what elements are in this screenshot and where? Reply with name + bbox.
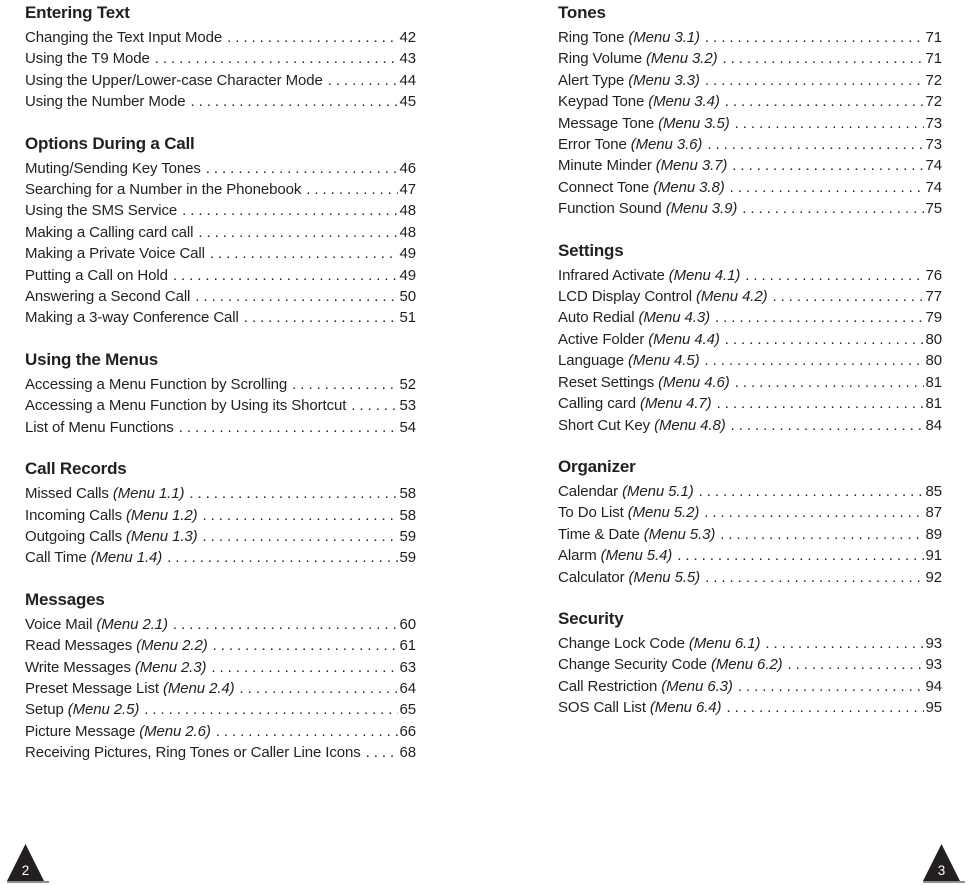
entry-page-number: 73: [925, 114, 942, 132]
toc-entry: [558, 48, 942, 69]
entry-title: Call Time: [25, 549, 87, 567]
dot-leader: [203, 505, 398, 526]
toc-entry: [558, 524, 942, 545]
entry-page-number: 85: [925, 482, 942, 500]
section-heading: Organizer: [558, 456, 636, 476]
dot-leader: [244, 307, 398, 328]
toc-entry: [558, 567, 942, 588]
entry-menu-ref: (Menu 1.1): [112, 485, 185, 503]
entry-menu-ref: (Menu 3.7): [655, 157, 728, 175]
dot-leader: [203, 526, 398, 547]
dot-leader: [227, 27, 397, 48]
entry-menu-ref: (Menu 5.1): [622, 482, 694, 500]
toc-entry: [558, 329, 942, 350]
entry-menu-ref: (Menu 4.3): [638, 309, 710, 327]
entry-page-number: 64: [399, 679, 416, 697]
entry-title: Alert Type: [558, 71, 625, 89]
entry-title: Ring Volume: [558, 50, 642, 68]
toc-entry: [25, 699, 416, 720]
entry-title: Changing the Text Input Mode: [25, 29, 223, 46]
entry-title: Using the SMS Service: [25, 202, 178, 220]
entry-title: Change Security Code: [558, 656, 707, 674]
entry-menu-ref: (Menu 3.2): [645, 50, 718, 68]
entry-menu-ref: (Menu 5.4): [600, 547, 673, 565]
dot-leader: [179, 417, 398, 438]
toc-entry: [558, 633, 942, 654]
dot-leader: [351, 395, 397, 416]
toc-section: [25, 133, 416, 329]
dot-leader: [725, 91, 924, 112]
entry-title: Using the T9 Mode: [25, 50, 150, 68]
toc-entry: [25, 614, 416, 635]
toc-entry: [558, 286, 942, 307]
entry-menu-ref: (Menu 4.2): [695, 288, 768, 306]
dot-leader: [715, 307, 924, 328]
entry-title: Voice Mail: [25, 615, 93, 633]
entry-page-number: 66: [399, 722, 416, 740]
dot-leader: [292, 374, 397, 395]
toc-entry: [558, 307, 942, 328]
entry-menu-ref: (Menu 3.3): [628, 71, 700, 89]
toc-entry: [558, 265, 942, 286]
entry-title: Error Tone: [558, 136, 627, 154]
entry-page-number: 47: [399, 181, 416, 199]
entry-title: Connect Tone: [558, 178, 650, 196]
entry-title: Preset Message List: [25, 679, 159, 697]
toc-entry: [25, 243, 416, 264]
entry-page-number: 71: [925, 29, 942, 46]
entry-page-number: 74: [925, 157, 942, 175]
entry-menu-ref: (Menu 4.7): [640, 395, 712, 413]
dot-leader: [725, 329, 924, 350]
toc-entry: [25, 286, 416, 307]
entry-title: Using the Upper/Lower-case Character Mode: [25, 71, 323, 89]
dot-leader: [730, 177, 924, 198]
section-heading: Security: [558, 608, 624, 628]
entry-menu-ref: (Menu 2.1): [96, 615, 168, 633]
entry-page-number: 65: [399, 701, 416, 719]
entry-menu-ref: (Menu 5.2): [627, 504, 700, 522]
entry-title: Outgoing Calls: [25, 527, 122, 545]
entry-title: Function Sound: [558, 200, 662, 218]
toc-entry: [558, 177, 942, 198]
dot-leader: [773, 286, 924, 307]
page-number-left: 2: [21, 863, 30, 878]
entry-title: Auto Redial: [558, 309, 635, 327]
entry-title: Short Cut Key: [558, 416, 651, 434]
entry-title: Calendar: [558, 482, 619, 500]
entry-page-number: 43: [399, 50, 416, 68]
entry-title: Incoming Calls: [25, 506, 122, 524]
section-heading: Options During a Call: [25, 133, 195, 153]
dot-leader: [705, 567, 923, 588]
entry-title: SOS Call List: [558, 699, 646, 717]
entry-page-number: 81: [925, 395, 942, 413]
toc-column-left: [25, 2, 416, 764]
entry-title: Infrared Activate: [558, 266, 665, 284]
toc-entry: [25, 657, 416, 678]
toc-entry: [558, 481, 942, 502]
toc-entry: [558, 113, 942, 134]
dot-leader: [198, 222, 397, 243]
entry-title: Receiving Pictures, Ring Tones or Caller Line Icons: [25, 744, 361, 762]
toc-section: [558, 456, 942, 588]
toc-entry: [25, 742, 416, 763]
entry-title: Accessing a Menu Function by Using its Shortcut: [25, 397, 347, 415]
dot-leader: [328, 70, 398, 91]
entry-menu-ref: (Menu 3.4): [648, 93, 720, 111]
entry-page-number: 72: [925, 93, 942, 111]
entry-title: Making a Private Voice Call: [25, 245, 205, 263]
entry-title: LCD Display Control: [558, 288, 692, 306]
toc-section: [558, 240, 942, 436]
entry-menu-ref: (Menu 3.6): [630, 136, 703, 154]
entry-title: Minute Minder: [558, 157, 652, 175]
entry-page-number: 48: [399, 223, 416, 241]
toc-entry: [558, 70, 942, 91]
entry-title: Accessing a Menu Function by Scrolling: [25, 375, 288, 393]
toc-entry: [558, 415, 942, 436]
page-tab-right: [923, 844, 960, 881]
entry-page-number: 60: [399, 615, 416, 633]
toc-entry: [25, 417, 416, 438]
entry-menu-ref: (Menu 1.2): [125, 506, 198, 524]
entry-page-number: 80: [925, 352, 942, 370]
toc-entry: [25, 721, 416, 742]
dot-leader: [720, 524, 923, 545]
entry-title: To Do List: [558, 504, 624, 522]
toc-section: [558, 608, 942, 719]
toc-entry: [558, 350, 942, 371]
entry-page-number: 45: [399, 93, 416, 111]
dot-leader: [705, 27, 924, 48]
page-tab-underline: [7, 881, 49, 883]
entry-menu-ref: (Menu 6.1): [688, 634, 761, 652]
entry-page-number: 42: [399, 29, 416, 46]
dot-leader: [173, 265, 398, 286]
entry-menu-ref: (Menu 2.2): [136, 637, 208, 655]
entry-title: Ring Tone: [558, 29, 625, 46]
toc-entry: [25, 179, 416, 200]
dot-leader: [366, 742, 398, 763]
entry-menu-ref: (Menu 5.3): [643, 525, 716, 543]
entry-menu-ref: (Menu 2.3): [134, 658, 207, 676]
entry-title: Muting/Sending Key Tones: [25, 159, 201, 177]
entry-page-number: 52: [399, 375, 416, 393]
entry-page-number: 49: [399, 245, 416, 263]
toc-entry: [558, 676, 942, 697]
entry-page-number: 87: [925, 504, 942, 522]
dot-leader: [306, 179, 397, 200]
dot-leader: [240, 678, 398, 699]
toc-entry: [25, 395, 416, 416]
toc-entry: [558, 155, 942, 176]
toc-entry: [558, 134, 942, 155]
entry-title: Making a Calling card call: [25, 223, 194, 241]
entry-page-number: 73: [925, 136, 942, 154]
toc-section: [558, 2, 942, 220]
dot-leader: [717, 393, 924, 414]
toc-entry: [558, 91, 942, 112]
section-heading: Using the Menus: [25, 349, 159, 369]
entry-title: Read Messages: [25, 637, 133, 655]
entry-title: Searching for a Number in the Phonebook: [25, 181, 302, 199]
dot-leader: [745, 265, 923, 286]
dot-leader: [742, 198, 923, 219]
toc-section: [25, 589, 416, 764]
toc-entry: [558, 697, 942, 718]
toc-entry: [25, 505, 416, 526]
toc-entry: [558, 372, 942, 393]
entry-title: Using the Number Mode: [25, 93, 186, 111]
dot-leader: [189, 483, 397, 504]
entry-page-number: 44: [399, 71, 416, 89]
toc-entry: [25, 526, 416, 547]
dot-leader: [206, 158, 398, 179]
dot-leader: [195, 286, 397, 307]
dot-leader: [699, 481, 924, 502]
entry-menu-ref: (Menu 3.8): [653, 178, 725, 196]
entry-menu-ref: (Menu 4.6): [658, 373, 730, 391]
entry-title: Missed Calls: [25, 485, 109, 503]
entry-title: Keypad Tone: [558, 93, 645, 111]
entry-title: List of Menu Functions: [25, 418, 174, 436]
entry-page-number: 74: [925, 178, 942, 196]
entry-page-number: 91: [925, 547, 942, 565]
entry-title: Message Tone: [558, 114, 655, 132]
toc-entry: [25, 200, 416, 221]
dot-leader: [704, 502, 923, 523]
entry-title: Change Lock Code: [558, 634, 685, 652]
entry-page-number: 49: [399, 266, 416, 284]
toc-entry: [25, 158, 416, 179]
entry-menu-ref: (Menu 2.5): [67, 701, 140, 719]
toc-section: [25, 2, 416, 113]
section-heading: Entering Text: [25, 3, 130, 22]
section-heading: Tones: [558, 3, 606, 22]
toc-column-right: [558, 2, 942, 719]
section-heading: Messages: [25, 589, 105, 609]
entry-title: Answering a Second Call: [25, 288, 191, 306]
entry-page-number: 51: [399, 309, 416, 327]
entry-title: Write Messages: [25, 658, 131, 676]
dot-leader: [738, 676, 924, 697]
entry-page-number: 77: [925, 288, 942, 306]
entry-page-number: 59: [399, 527, 416, 545]
entry-page-number: 58: [399, 506, 416, 524]
dot-leader: [731, 415, 924, 436]
dot-leader: [167, 547, 397, 568]
entry-page-number: 72: [925, 71, 942, 89]
toc-entry: [25, 547, 416, 568]
toc-section: [25, 458, 416, 569]
entry-title: Calculator: [558, 568, 625, 586]
toc-entry: [25, 635, 416, 656]
dot-leader: [726, 697, 923, 718]
entry-menu-ref: (Menu 6.4): [649, 699, 722, 717]
entry-menu-ref: (Menu 6.3): [661, 677, 733, 695]
entry-title: Language: [558, 352, 624, 370]
dot-leader: [707, 134, 923, 155]
entry-page-number: 93: [925, 656, 942, 674]
entry-title: Making a 3-way Conference Call: [25, 309, 239, 327]
toc-entry: [25, 27, 416, 48]
entry-page-number: 81: [925, 373, 942, 391]
entry-page-number: 58: [399, 485, 416, 503]
toc-section: [25, 349, 416, 438]
entry-menu-ref: (Menu 1.3): [126, 527, 198, 545]
entry-menu-ref: (Menu 4.5): [627, 352, 700, 370]
toc-entry: [25, 374, 416, 395]
entry-menu-ref: (Menu 4.8): [654, 416, 726, 434]
toc-entry: [25, 222, 416, 243]
section-heading: Settings: [558, 240, 624, 260]
dot-leader: [787, 654, 923, 675]
entry-menu-ref: (Menu 2.6): [139, 722, 211, 740]
toc-entry: [558, 654, 942, 675]
entry-menu-ref: (Menu 4.1): [668, 266, 741, 284]
entry-page-number: 84: [925, 416, 942, 434]
section-heading: Call Records: [25, 459, 127, 479]
entry-title: Setup: [25, 701, 64, 719]
toc-entry: [25, 265, 416, 286]
entry-page-number: 75: [925, 200, 942, 218]
entry-title: Picture Message: [25, 722, 136, 740]
dot-leader: [723, 48, 924, 69]
entry-title: Putting a Call on Hold: [25, 266, 168, 284]
entry-page-number: 80: [925, 330, 942, 348]
toc-entry: [25, 678, 416, 699]
entry-page-number: 89: [925, 525, 942, 543]
dot-leader: [211, 657, 397, 678]
entry-menu-ref: (Menu 4.4): [648, 330, 720, 348]
entry-page-number: 76: [925, 266, 942, 284]
entry-title: Active Folder: [558, 330, 645, 348]
toc-entry: [25, 48, 416, 69]
entry-menu-ref: (Menu 5.5): [628, 568, 701, 586]
dot-leader: [705, 70, 924, 91]
dot-leader: [190, 91, 397, 112]
entry-title: Call Restriction: [558, 677, 658, 695]
entry-page-number: 71: [925, 50, 942, 68]
dot-leader: [173, 614, 398, 635]
entry-menu-ref: (Menu 3.5): [658, 114, 730, 132]
entry-menu-ref: (Menu 3.1): [628, 29, 700, 46]
entry-title: Calling card: [558, 395, 637, 413]
entry-page-number: 93: [925, 634, 942, 652]
entry-page-number: 48: [399, 202, 416, 220]
dot-leader: [155, 48, 398, 69]
toc-entry: [558, 502, 942, 523]
entry-page-number: 54: [399, 418, 416, 436]
entry-page-number: 79: [925, 309, 942, 327]
entry-page-number: 59: [399, 549, 416, 567]
entry-page-number: 68: [399, 744, 416, 762]
entry-menu-ref: (Menu 1.4): [90, 549, 163, 567]
dot-leader: [735, 372, 924, 393]
entry-page-number: 61: [399, 637, 416, 655]
dot-leader: [182, 200, 397, 221]
dot-leader: [144, 699, 397, 720]
dot-leader: [216, 721, 398, 742]
dot-leader: [765, 633, 923, 654]
toc-entry: [25, 483, 416, 504]
dot-leader: [705, 350, 924, 371]
page-number-right: 3: [937, 863, 946, 878]
entry-page-number: 46: [399, 159, 416, 177]
entry-title: Time & Date: [558, 525, 640, 543]
entry-menu-ref: (Menu 2.4): [163, 679, 235, 697]
dot-leader: [210, 243, 398, 264]
entry-page-number: 94: [925, 677, 942, 695]
entry-menu-ref: (Menu 6.2): [710, 656, 783, 674]
entry-page-number: 53: [399, 397, 416, 415]
page-tab-left: [7, 844, 44, 881]
page-tab-underline: [923, 881, 965, 883]
toc-entry: [25, 70, 416, 91]
toc-entry: [558, 198, 942, 219]
toc-entry: [25, 91, 416, 112]
dot-leader: [735, 113, 924, 134]
entry-page-number: 95: [925, 699, 942, 717]
entry-title: Reset Settings: [558, 373, 655, 391]
entry-page-number: 50: [399, 288, 416, 306]
entry-page-number: 92: [925, 568, 942, 586]
dot-leader: [213, 635, 398, 656]
toc-entry: [558, 545, 942, 566]
entry-menu-ref: (Menu 3.9): [665, 200, 738, 218]
dot-leader: [677, 545, 923, 566]
toc-entry: [25, 307, 416, 328]
entry-title: Alarm: [558, 547, 597, 565]
toc-entry: [558, 27, 942, 48]
dot-leader: [732, 155, 923, 176]
toc-entry: [558, 393, 942, 414]
entry-page-number: 63: [399, 658, 416, 676]
